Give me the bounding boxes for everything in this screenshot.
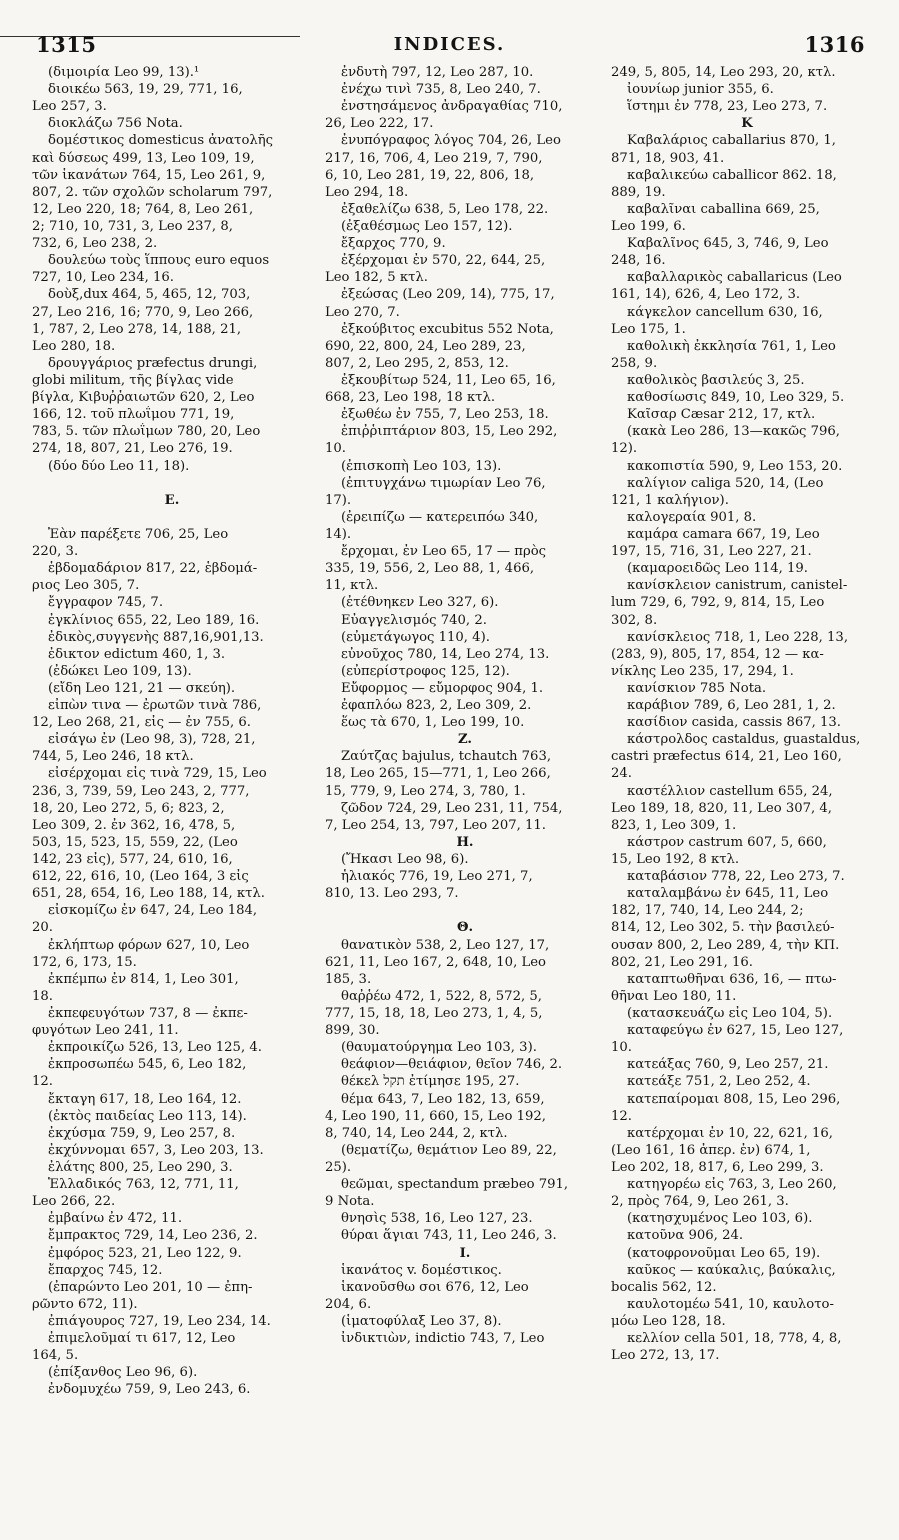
index-line: θεάφιον—θειάφιον, θεῖον 746, 2. (341, 1057, 563, 1073)
index-line: (εἴδη Leo 121, 21 — σκεύη). (48, 680, 236, 696)
index-line: 889, 19. (611, 184, 666, 200)
index-line: (Ἤκασι Leo 98, 6). (341, 852, 469, 868)
index-line: 612, 22, 616, 10, (Leo 164, 3 εἰς (32, 869, 249, 885)
index-line: κάστρολδος castaldus, guastaldus, (627, 732, 861, 748)
index-line: ἐκπροσωπέω 545, 6, Leo 182, (48, 1057, 247, 1073)
index-line: lum 729, 6, 792, 9, 814, 15, Leo (611, 595, 825, 611)
index-line: εἰσέρχομαι εἰς τινὰ 729, 15, Leo (48, 766, 267, 782)
index-line: 185, 3. (325, 971, 372, 987)
index-line: 24. (611, 766, 632, 782)
index-line: 161, 14), 626, 4, Leo 172, 3. (611, 287, 801, 303)
index-line: 668, 23, Leo 198, 18 κτλ. (325, 390, 496, 406)
index-line: ἐφαπλόω 823, 2, Leo 309, 2. (341, 698, 532, 714)
index-line: (ἐπισκοπὴ Leo 103, 13). (341, 458, 502, 474)
index-line: κανίσκλειος 718, 1, Leo 228, 13, (627, 629, 849, 645)
page-number-left: 1315 (36, 32, 97, 57)
index-line: (δύο δύο Leo 11, 18). (48, 458, 190, 474)
index-line: ἔκταγη 617, 18, Leo 164, 12. (48, 1091, 242, 1107)
index-column-3 (611, 64, 883, 1524)
index-line: ἐμβαίνω ἐν 472, 11. (48, 1211, 183, 1227)
index-line: θύραι ἅγιαι 743, 11, Leo 246, 3. (341, 1228, 557, 1244)
index-line: 17). (325, 492, 352, 508)
index-line: 777, 15, 18, 18, Leo 273, 1, 4, 5, (325, 1006, 543, 1022)
index-line: ἔγγραφον 745, 7. (48, 595, 164, 611)
index-line: (ἐπαρώντο Leo 201, 10 — ἐπη- (48, 1279, 253, 1295)
index-line: 783, 5. τῶν πλωΐμων 780, 20, Leo (32, 424, 261, 440)
index-line: δομέστικος domesticus ἀνατολῆς (48, 133, 274, 149)
index-line: 121, 1 καλήγιον). (611, 492, 729, 508)
index-line: 503, 15, 523, 15, 559, 22, (Leo (32, 834, 238, 850)
index-line: (ἐκτὸς παιδείας Leo 113, 14). (48, 1108, 247, 1124)
index-line: δουλεύω τοὺς ἵππους euro equos (48, 253, 270, 269)
index-line: 814, 12, Leo 302, 5. τὴν βασιλεύ- (611, 920, 835, 936)
index-line: ἔμπρακτος 729, 14, Leo 236, 2. (48, 1228, 258, 1244)
page-number-right: 1316 (804, 32, 865, 57)
index-line: Leo 257, 3. (32, 99, 107, 115)
index-line: 142, 23 εἰς), 577, 24, 610, 16, (32, 852, 233, 868)
index-line: 899, 30. (325, 1023, 380, 1039)
index-line: κάγκελον cancellum 630, 16, (627, 304, 823, 320)
index-line: 7, Leo 254, 13, 797, Leo 207, 11. (325, 817, 546, 833)
index-line: 172, 6, 173, 15. (32, 954, 137, 970)
index-line: Leo 309, 2. ἐν 362, 16, 478, 5, (32, 817, 236, 833)
index-line: Leo 270, 7. (325, 304, 400, 320)
index-line: (διμοιρία Leo 99, 13).¹ (48, 65, 200, 80)
index-line: καθοσίωσις 849, 10, Leo 329, 5. (627, 390, 845, 406)
index-line: 9 Nota. (325, 1194, 375, 1210)
index-line: νίκλης Leo 235, 17, 294, 1. (611, 663, 794, 679)
index-line: Leo 272, 13, 17. (611, 1348, 720, 1364)
index-line: (κατασκευάζω εἰς Leo 104, 5). (627, 1006, 833, 1022)
index-line: 15, 779, 9, Leo 274, 3, 780, 1. (325, 783, 526, 799)
index-line: κασίδιον casida, cassis 867, 13. (627, 715, 841, 731)
index-line: bocalis 562, 12. (611, 1279, 717, 1295)
index-line: καβαλῖναι caballina 669, 25, (627, 201, 820, 217)
index-line: (ἐτέθνηκεν Leo 327, 6). (341, 595, 499, 611)
index-line: 204, 6. (325, 1296, 372, 1312)
index-line: κατεπαίρομαι 808, 15, Leo 296, (627, 1091, 841, 1107)
index-line: ἐγκλίνιος 655, 22, Leo 189, 16. (48, 612, 260, 628)
index-line: εὐνοῦχος 780, 14, Leo 274, 13. (341, 646, 550, 662)
index-line: 220, 3. (32, 544, 79, 560)
index-line: καβαλλαρικὸς caballaricus (Leo (627, 270, 842, 286)
index-line: (κατοφρονοῦμαι Leo 65, 19). (627, 1245, 821, 1261)
index-line: ἐκλήπτωρ φόρων 627, 10, Leo (48, 937, 250, 953)
index-line: Καῖσαρ Cæsar 212, 17, κτλ. (627, 407, 816, 423)
index-line: (εὐμετάγωγος 110, 4). (341, 629, 490, 645)
index-line: ἱκανάτος v. δομέστικος. (341, 1262, 502, 1278)
index-line: φυγότων Leo 241, 11. (32, 1023, 179, 1039)
index-line: 10. (611, 1040, 632, 1056)
index-line: καλίγιον caliga 520, 14, (Leo (627, 475, 824, 491)
index-line: κανίσκλειον canistrum, canistel- (627, 578, 848, 594)
index-line: 335, 19, 556, 2, Leo 88, 1, 466, (325, 561, 535, 577)
index-line: θέκελ תקל ἐτίμησε 195, 27. (341, 1074, 520, 1090)
section-letter: K (741, 116, 753, 132)
index-line: θῆναι Leo 180, 11. (611, 988, 737, 1004)
index-line: βίγλα, Κιβυῤῥαιωτῶν 620, 2, Leo (32, 390, 255, 406)
index-line: ἐπιμελοῦμαί τι 617, 12, Leo (48, 1331, 236, 1347)
index-line: ἐνδυτὴ 797, 12, Leo 287, 10. (341, 65, 534, 80)
index-line: ἰνδικτιὼν, indictio 743, 7, Leo (341, 1331, 545, 1347)
index-line: 802, 21, Leo 291, 16. (611, 954, 753, 970)
index-line: 6, 10, Leo 281, 19, 22, 806, 18, (325, 167, 535, 183)
index-line: (ἐξαθέσμως Leo 157, 12). (341, 218, 513, 234)
index-line: 807, 2. τῶν σχολῶν scholarum 797, (32, 184, 273, 200)
index-line: Καβαλῖνος 645, 3, 746, 9, Leo (627, 236, 829, 252)
section-letter: Θ. (456, 920, 474, 936)
page-header (0, 30, 899, 62)
index-line: τῶν ἱκανάτων 764, 15, Leo 261, 9, (32, 167, 266, 183)
index-line: ἑβδομαδάριον 817, 22, ἑβδομά- (48, 561, 258, 577)
index-line: ἐξεώσας (Leo 209, 14), 775, 17, (341, 287, 555, 303)
index-line: 248, 16. (611, 253, 666, 269)
index-line: ἐκπροικίζω 526, 13, Leo 125, 4. (48, 1040, 262, 1056)
index-line: (εὐπερίστροφος 125, 12). (341, 663, 510, 679)
index-line: κατεάξε 751, 2, Leo 252, 4. (627, 1074, 811, 1090)
index-line: 1, 787, 2, Leo 278, 14, 188, 21, (32, 321, 242, 337)
index-line: Leo 182, 5 κτλ. (325, 270, 428, 286)
index-line: ἐξέρχομαι ἐν 570, 22, 644, 25, (341, 253, 546, 269)
index-line: 182, 17, 740, 14, Leo 244, 2; (611, 903, 804, 919)
index-line: 197, 15, 716, 31, Leo 227, 21. (611, 544, 812, 560)
index-line: 25). (325, 1160, 352, 1175)
index-line: 807, 2, Leo 295, 2, 853, 12. (325, 355, 509, 371)
index-line: 12. (611, 1108, 632, 1124)
index-line: ἐξκούβιτος excubitus 552 Nota, (341, 321, 554, 337)
index-line: Καβαλάριος caballarius 870, 1, (627, 133, 836, 149)
index-line: 27, Leo 216, 16; 770, 9, Leo 266, (32, 304, 254, 320)
index-line: ἰουνίωρ junior 355, 6. (627, 82, 774, 98)
index-line: ἐξωθέω ἐν 755, 7, Leo 253, 18. (341, 407, 549, 423)
index-line: καστέλλιον castellum 655, 24, (627, 783, 833, 799)
index-line: Ἐὰν παρέξετε 706, 25, Leo (48, 526, 229, 542)
index-line: κατηγορέω εἰς 763, 3, Leo 260, (627, 1177, 837, 1193)
index-line: κανίσκιον 785 Nota. (627, 680, 767, 696)
section-letter: H. (456, 834, 474, 850)
index-line: καυλοτομέω 541, 10, καυλοτο- (627, 1296, 834, 1312)
index-line: ἡλιακός 776, 19, Leo 271, 7, (341, 869, 533, 885)
section-letter: E. (164, 492, 180, 508)
index-line: καθολικὸς βασιλεύς 3, 25. (627, 372, 805, 388)
index-line: Leo 189, 18, 820, 11, Leo 307, 4, (611, 800, 832, 816)
index-line: Εὐαγγελισμός 740, 2. (341, 612, 487, 628)
index-line: 2; 710, 10, 731, 3, Leo 237, 8, (32, 218, 233, 234)
index-line: 18. (32, 988, 53, 1004)
index-line: 12, Leo 268, 21, εἰς — ἐν 755, 6. (32, 715, 251, 731)
index-line: καταβάσιον 778, 22, Leo 273, 7. (627, 869, 845, 885)
index-line: 258, 9. (611, 355, 658, 371)
index-line: (θαυματούργημα Leo 103, 3). (341, 1040, 537, 1056)
index-line: Leo 202, 18, 817, 6, Leo 299, 3. (611, 1160, 824, 1175)
index-line: καβαλικεύω caballicor 862. 18, (627, 167, 837, 183)
index-line: 621, 11, Leo 167, 2, 648, 10, Leo (325, 954, 546, 970)
index-line: 26, Leo 222, 17. (325, 116, 434, 132)
index-line: ἔρχομαι, ἐν Leo 65, 17 — πρὸς (341, 544, 547, 560)
index-line: κάστρον castrum 607, 5, 660, (627, 834, 827, 850)
index-line: ἐνυπόγραφος λόγος 704, 26, Leo (341, 133, 561, 149)
index-line: Leo 175, 1. (611, 321, 686, 337)
index-line: ἐλάτης 800, 25, Leo 290, 3. (48, 1160, 233, 1175)
index-line: 274, 18, 807, 21, Leo 276, 19. (32, 441, 233, 457)
index-line: 810, 13. Leo 293, 7. (325, 886, 459, 902)
index-line: ἐπιάγουρος 727, 19, Leo 234, 14. (48, 1313, 271, 1329)
index-line: καταπτωθῆναι 636, 16, — πτω- (627, 971, 837, 987)
index-line: 732, 6, Leo 238, 2. (32, 236, 158, 252)
index-line: ἐπιῤῥιπτάριον 803, 15, Leo 292, (341, 424, 558, 440)
index-line: Leo 280, 18. (32, 338, 116, 354)
index-line: 8, 740, 14, Leo 244, 2, κτλ. (325, 1125, 508, 1141)
index-line: 166, 12. τοῦ πλωΐμου 771, 19, (32, 407, 235, 423)
index-line: (283, 9), 805, 17, 854, 12 — κα- (611, 646, 824, 662)
index-line: καμάρα camara 667, 19, Leo (627, 526, 820, 542)
index-line: (κακὰ Leo 286, 13—κακῶς 796, (627, 424, 840, 440)
index-line: ουσαν 800, 2, Leo 289, 4, τὴν ΚΠ. (611, 937, 840, 953)
index-line: 12, Leo 220, 18; 764, 8, Leo 261, (32, 201, 254, 217)
index-line: (ἐπίξανθος Leo 96, 6). (48, 1365, 198, 1381)
index-line (325, 902, 605, 919)
index-line: κελλίον cella 501, 18, 778, 4, 8, (627, 1331, 842, 1347)
index-line: δοὺξ,dux 464, 5, 465, 12, 703, (48, 287, 251, 303)
index-line: Εὔφορμος — εὔμορφος 904, 1. (341, 680, 544, 696)
index-line: 18, Leo 265, 15—771, 1, Leo 266, (325, 766, 551, 782)
section-letter: I. (459, 1245, 471, 1261)
index-column-2 (325, 64, 605, 1524)
index-line: 727, 10, Leo 234, 16. (32, 270, 174, 286)
index-line: 164, 5. (32, 1348, 79, 1364)
index-line: (ἐρειπίζω — κατερειπόω 340, (341, 509, 539, 525)
index-line: Ζαύτζας bajulus, tchautch 763, (341, 749, 552, 765)
index-line (32, 509, 312, 526)
index-line: castri præfectus 614, 21, Leo 160, (611, 749, 842, 765)
index-line: θεῶμαι, spectandum præbeo 791, (341, 1177, 569, 1193)
index-line: 236, 3, 739, 59, Leo 243, 2, 777, (32, 783, 250, 799)
index-line: 14). (325, 526, 352, 542)
index-line: 15, Leo 192, 8 κτλ. (611, 852, 740, 868)
index-line: ἵστημι ἐν 778, 23, Leo 273, 7. (627, 99, 828, 115)
index-line: (κατησχυμένος Leo 103, 6). (627, 1211, 813, 1227)
index-line: ἐνστησάμενος ἀνδραγαθίας 710, (341, 99, 563, 115)
index-line: 12. (32, 1074, 53, 1090)
index-line: 11, κτλ. (325, 578, 379, 594)
index-line: Leo 294, 18. (325, 184, 409, 200)
index-line: 20. (32, 920, 53, 936)
index-line: (ἐδώκει Leo 109, 13). (48, 663, 192, 679)
index-line: (καμαροειδῶς Leo 114, 19. (627, 561, 808, 577)
index-line: 249, 5, 805, 14, Leo 293, 20, κτλ. (611, 65, 836, 80)
index-line: (θεματίζω, θεμάτιον Leo 89, 22, (341, 1142, 557, 1158)
index-line: (ἐπιτυγχάνω τιμωρίαν Leo 76, (341, 475, 546, 491)
index-line: 744, 5, Leo 246, 18 κτλ. (32, 749, 194, 765)
index-line: καὶ δύσεως 499, 13, Leo 109, 19, (32, 150, 255, 166)
index-line: εἰσάγω ἐν (Leo 98, 3), 728, 21, (48, 732, 256, 748)
index-line: καταλαμβάνω ἐν 645, 11, Leo (627, 886, 829, 902)
index-line: μόω Leo 128, 18. (611, 1313, 726, 1329)
section-letter: Z. (458, 732, 472, 748)
index-line: ἔπαρχος 745, 12. (48, 1262, 163, 1278)
index-line: 823, 1, Leo 309, 1. (611, 817, 737, 833)
index-line: κατεάξας 760, 9, Leo 257, 21. (627, 1057, 829, 1073)
index-line: ἐδικτον edictum 460, 1, 3. (48, 646, 226, 662)
index-line: ἐξαθελίζω 638, 5, Leo 178, 22. (341, 201, 549, 217)
index-line: ἐκπεφευγότων 737, 8 — ἐκπε- (48, 1006, 248, 1022)
index-line: καθολικὴ ἐκκλησία 761, 1, Leo (627, 338, 836, 354)
index-line: Leo 266, 22. (32, 1194, 116, 1210)
index-line: ἐξκουβίτωρ 524, 11, Leo 65, 16, (341, 372, 556, 388)
index-line: εἰσκομίζω ἐν 647, 24, Leo 184, (48, 903, 258, 919)
index-line: 4, Leo 190, 11, 660, 15, Leo 192, (325, 1108, 546, 1124)
index-line: 690, 22, 800, 24, Leo 289, 23, (325, 338, 526, 354)
index-line: ἐνδομυχέω 759, 9, Leo 243, 6. (48, 1382, 251, 1398)
index-line: διοικέω 563, 19, 29, 771, 16, (48, 82, 243, 98)
index-line: ἐκχύσμα 759, 9, Leo 257, 8. (48, 1125, 236, 1141)
index-line: καταφεύγω ἐν 627, 15, Leo 127, (627, 1023, 844, 1039)
index-line: κατοῦνα 906, 24. (627, 1228, 744, 1244)
index-line: ἱκανοῦσθω σοι 676, 12, Leo (341, 1279, 529, 1295)
index-line (32, 475, 312, 492)
index-line: θαῤῥέω 472, 1, 522, 8, 572, 5, (341, 988, 542, 1004)
index-line: ἐνέχω τινὶ 735, 8, Leo 240, 7. (341, 82, 541, 98)
index-line: (ἱματοφύλαξ Leo 37, 8). (341, 1313, 502, 1329)
index-line: ρῶντο 672, 11). (32, 1296, 138, 1312)
index-line: ἕως τὰ 670, 1, Leo 199, 10. (341, 715, 525, 731)
index-line: καῦκος — καύκαλις, βαύκαλις, (627, 1262, 836, 1278)
index-line: 302, 8. (611, 612, 658, 628)
index-line: 2, πρὸς 764, 9, Leo 261, 3. (611, 1194, 789, 1210)
index-line: ζῶδον 724, 29, Leo 231, 11, 754, (341, 800, 563, 816)
index-line: globi militum, τῆς βίγλας vide (32, 372, 234, 388)
index-line: 10. (325, 441, 346, 457)
index-line: 18, 20, Leo 272, 5, 6; 823, 2, (32, 800, 225, 816)
index-line: 217, 16, 706, 4, Leo 219, 7, 790, (325, 150, 543, 166)
index-line: (Leo 161, 16 ἀπερ. ἐν) 674, 1, (611, 1142, 811, 1158)
index-line: θέμα 643, 7, Leo 182, 13, 659, (341, 1091, 545, 1107)
index-line: ἐκπέμπω ἐν 814, 1, Leo 301, (48, 971, 239, 987)
index-line: διοκλάζω 756 Nota. (48, 116, 183, 132)
index-column-1 (32, 64, 312, 1524)
index-line: ἐκχύννομαι 657, 3, Leo 203, 13. (48, 1142, 264, 1158)
index-line: ἔξαρχος 770, 9. (341, 236, 446, 252)
index-line: Ἑλλαδικός 763, 12, 771, 11, (48, 1177, 239, 1193)
index-line: 651, 28, 654, 16, Leo 188, 14, κτλ. (32, 886, 265, 902)
index-line: ἐμφόρος 523, 21, Leo 122, 9. (48, 1245, 242, 1261)
index-line: καλογεραία 901, 8. (627, 509, 757, 525)
index-line: Leo 199, 6. (611, 218, 686, 234)
index-line: θνησὶς 538, 16, Leo 127, 23. (341, 1211, 533, 1227)
index-line: θανατικὸν 538, 2, Leo 127, 17, (341, 937, 550, 953)
running-title: INDICES. (393, 34, 506, 55)
index-line: κακοπιστία 590, 9, Leo 153, 20. (627, 458, 843, 474)
index-line: ἐδικὸς,συγγενὴς 887,16,901,13. (48, 629, 264, 645)
index-line: δρουγγάριος præfectus drungi, (48, 355, 258, 371)
index-line: εἰπὼν τινα — ἐρωτῶν τινὰ 786, (48, 698, 262, 714)
index-line: 871, 18, 903, 41. (611, 150, 725, 166)
index-line: ριος Leo 305, 7. (32, 578, 140, 594)
index-line: κατέρχομαι ἐν 10, 22, 621, 16, (627, 1125, 833, 1141)
index-line: 12). (611, 441, 638, 457)
index-line: καράβιον 789, 6, Leo 281, 1, 2. (627, 698, 836, 714)
